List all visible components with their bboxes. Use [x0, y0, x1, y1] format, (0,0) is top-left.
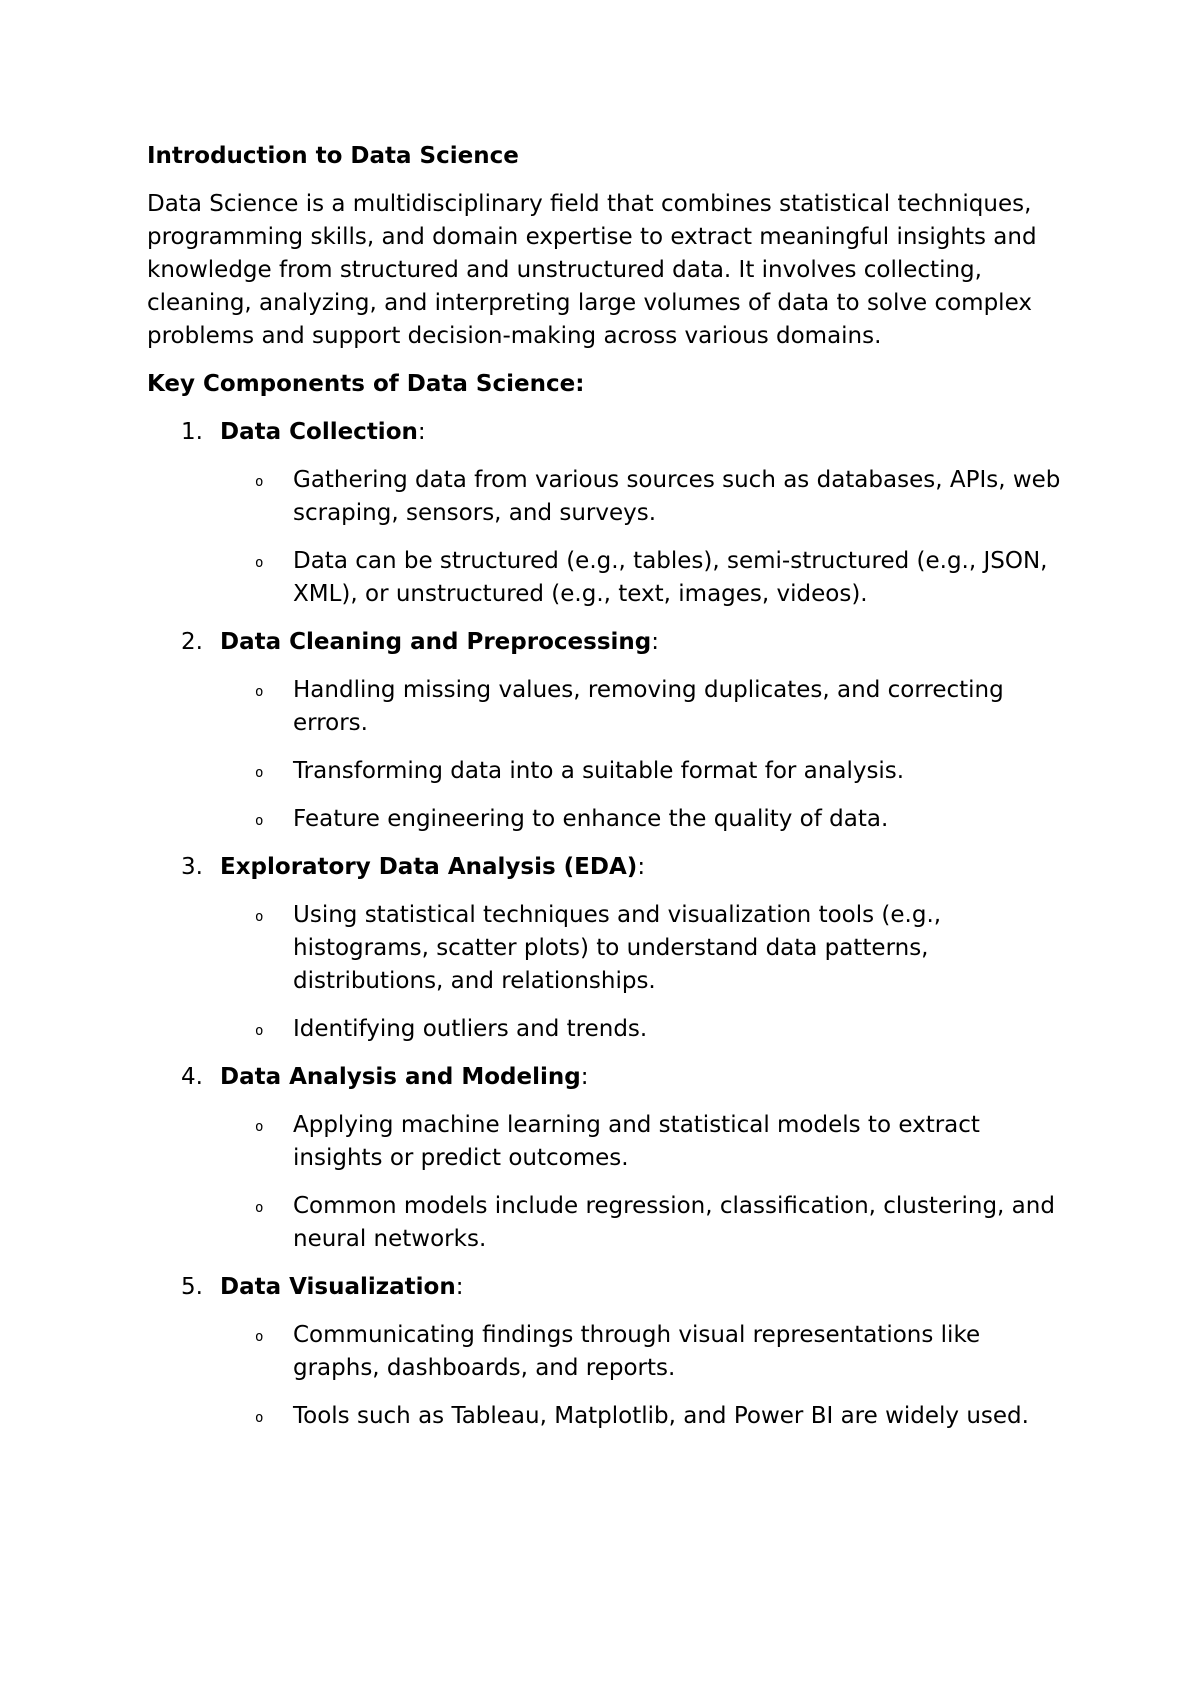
component-suffix: : [651, 629, 659, 655]
bullet-list [220, 1109, 1067, 1256]
bullet-item [220, 464, 1067, 530]
bullet-marker: o [255, 765, 264, 781]
component-name: Exploratory Data Analysis (EDA) [220, 854, 638, 880]
bullet-text: Feature engineering to enhance the quality of data. [293, 806, 889, 832]
bullet-text: Handling missing values, removing duplicates, and correcting errors. [293, 677, 1004, 736]
intro-paragraph: Data Science is a multidisciplinary field that combines statistical techniques, programming skills, and domain expertise to extract meaningful insights and knowledge from structured and unstructured data. It involves collecting, cleaning, analyzing, and interpreting large volumes of data to solve complex problems and support decision-making across various domains. [147, 191, 1037, 349]
bullet-list [220, 464, 1067, 611]
bullet-item [220, 803, 1067, 836]
bullet-item [220, 1400, 1067, 1433]
bullet-list [220, 899, 1067, 1046]
bullet-item [220, 674, 1067, 740]
component-name: Data Visualization [220, 1274, 456, 1300]
component-suffix: : [637, 854, 646, 880]
bullet-marker: o [255, 1119, 264, 1135]
component-heading [181, 416, 1067, 449]
component-suffix: : [580, 1064, 589, 1090]
component-item [147, 851, 1067, 1046]
bullet-marker: o [255, 1410, 264, 1426]
bullet-list [220, 1319, 1067, 1433]
bullet-marker: o [255, 1023, 264, 1039]
bullet-text: Identifying outliers and trends. [293, 1016, 648, 1042]
component-number: 2. [181, 629, 203, 655]
bullet-list [220, 674, 1067, 836]
component-suffix: : [417, 419, 426, 445]
component-item [147, 416, 1067, 611]
component-number: 3. [181, 854, 203, 880]
bullet-item [220, 545, 1067, 611]
bullet-text: Communicating findings through visual representations like graphs, dashboards, and reports. [293, 1322, 981, 1381]
section-heading: Key Components of Data Science: [147, 371, 585, 397]
bullet-text: Tools such as Tableau, Matplotlib, and Power BI are widely used. [293, 1403, 1029, 1429]
component-name: Data Collection [220, 419, 418, 445]
bullet-text: Using statistical techniques and visualization tools (e.g., histograms, scatter plots) to understand data patterns, distributions, and relationships. [293, 902, 942, 994]
bullet-marker: o [255, 474, 264, 490]
component-name: Data Cleaning and Preprocessing [220, 629, 652, 655]
bullet-item [220, 1013, 1067, 1046]
bullet-marker: o [255, 1200, 264, 1216]
component-heading [181, 851, 1067, 884]
component-heading [181, 626, 1067, 659]
bullet-text: Gathering data from various sources such as databases, APIs, web scraping, sensors, and surveys. [293, 467, 1061, 526]
components-list [147, 416, 1067, 1433]
component-item [147, 1271, 1067, 1433]
bullet-marker: o [255, 1329, 264, 1345]
bullet-item [220, 1319, 1067, 1385]
component-name: Data Analysis and Modeling [220, 1064, 581, 1090]
document-page [147, 140, 1067, 1448]
component-suffix: : [455, 1274, 464, 1300]
bullet-marker: o [255, 555, 264, 571]
component-heading [181, 1271, 1067, 1304]
component-item [147, 1061, 1067, 1256]
bullet-item [220, 755, 1067, 788]
component-heading [181, 1061, 1067, 1094]
bullet-item [220, 1190, 1067, 1256]
component-item [147, 626, 1067, 836]
bullet-text: Common models include regression, classification, clustering, and neural networks. [293, 1193, 1055, 1252]
bullet-marker: o [255, 909, 264, 925]
component-number: 1. [181, 419, 203, 445]
component-number: 5. [181, 1274, 203, 1300]
document-title: Introduction to Data Science [147, 143, 519, 169]
bullet-text: Transforming data into a suitable format for analysis. [293, 758, 905, 784]
component-number: 4. [181, 1064, 203, 1090]
bullet-item [220, 899, 1067, 998]
bullet-item [220, 1109, 1067, 1175]
bullet-marker: o [255, 813, 264, 829]
bullet-text: Data can be structured (e.g., tables), semi-structured (e.g., JSON, XML), or unstructured (e.g., text, images, videos). [293, 548, 1048, 607]
bullet-marker: o [255, 684, 264, 700]
bullet-text: Applying machine learning and statistical models to extract insights or predict outcomes. [293, 1112, 980, 1171]
